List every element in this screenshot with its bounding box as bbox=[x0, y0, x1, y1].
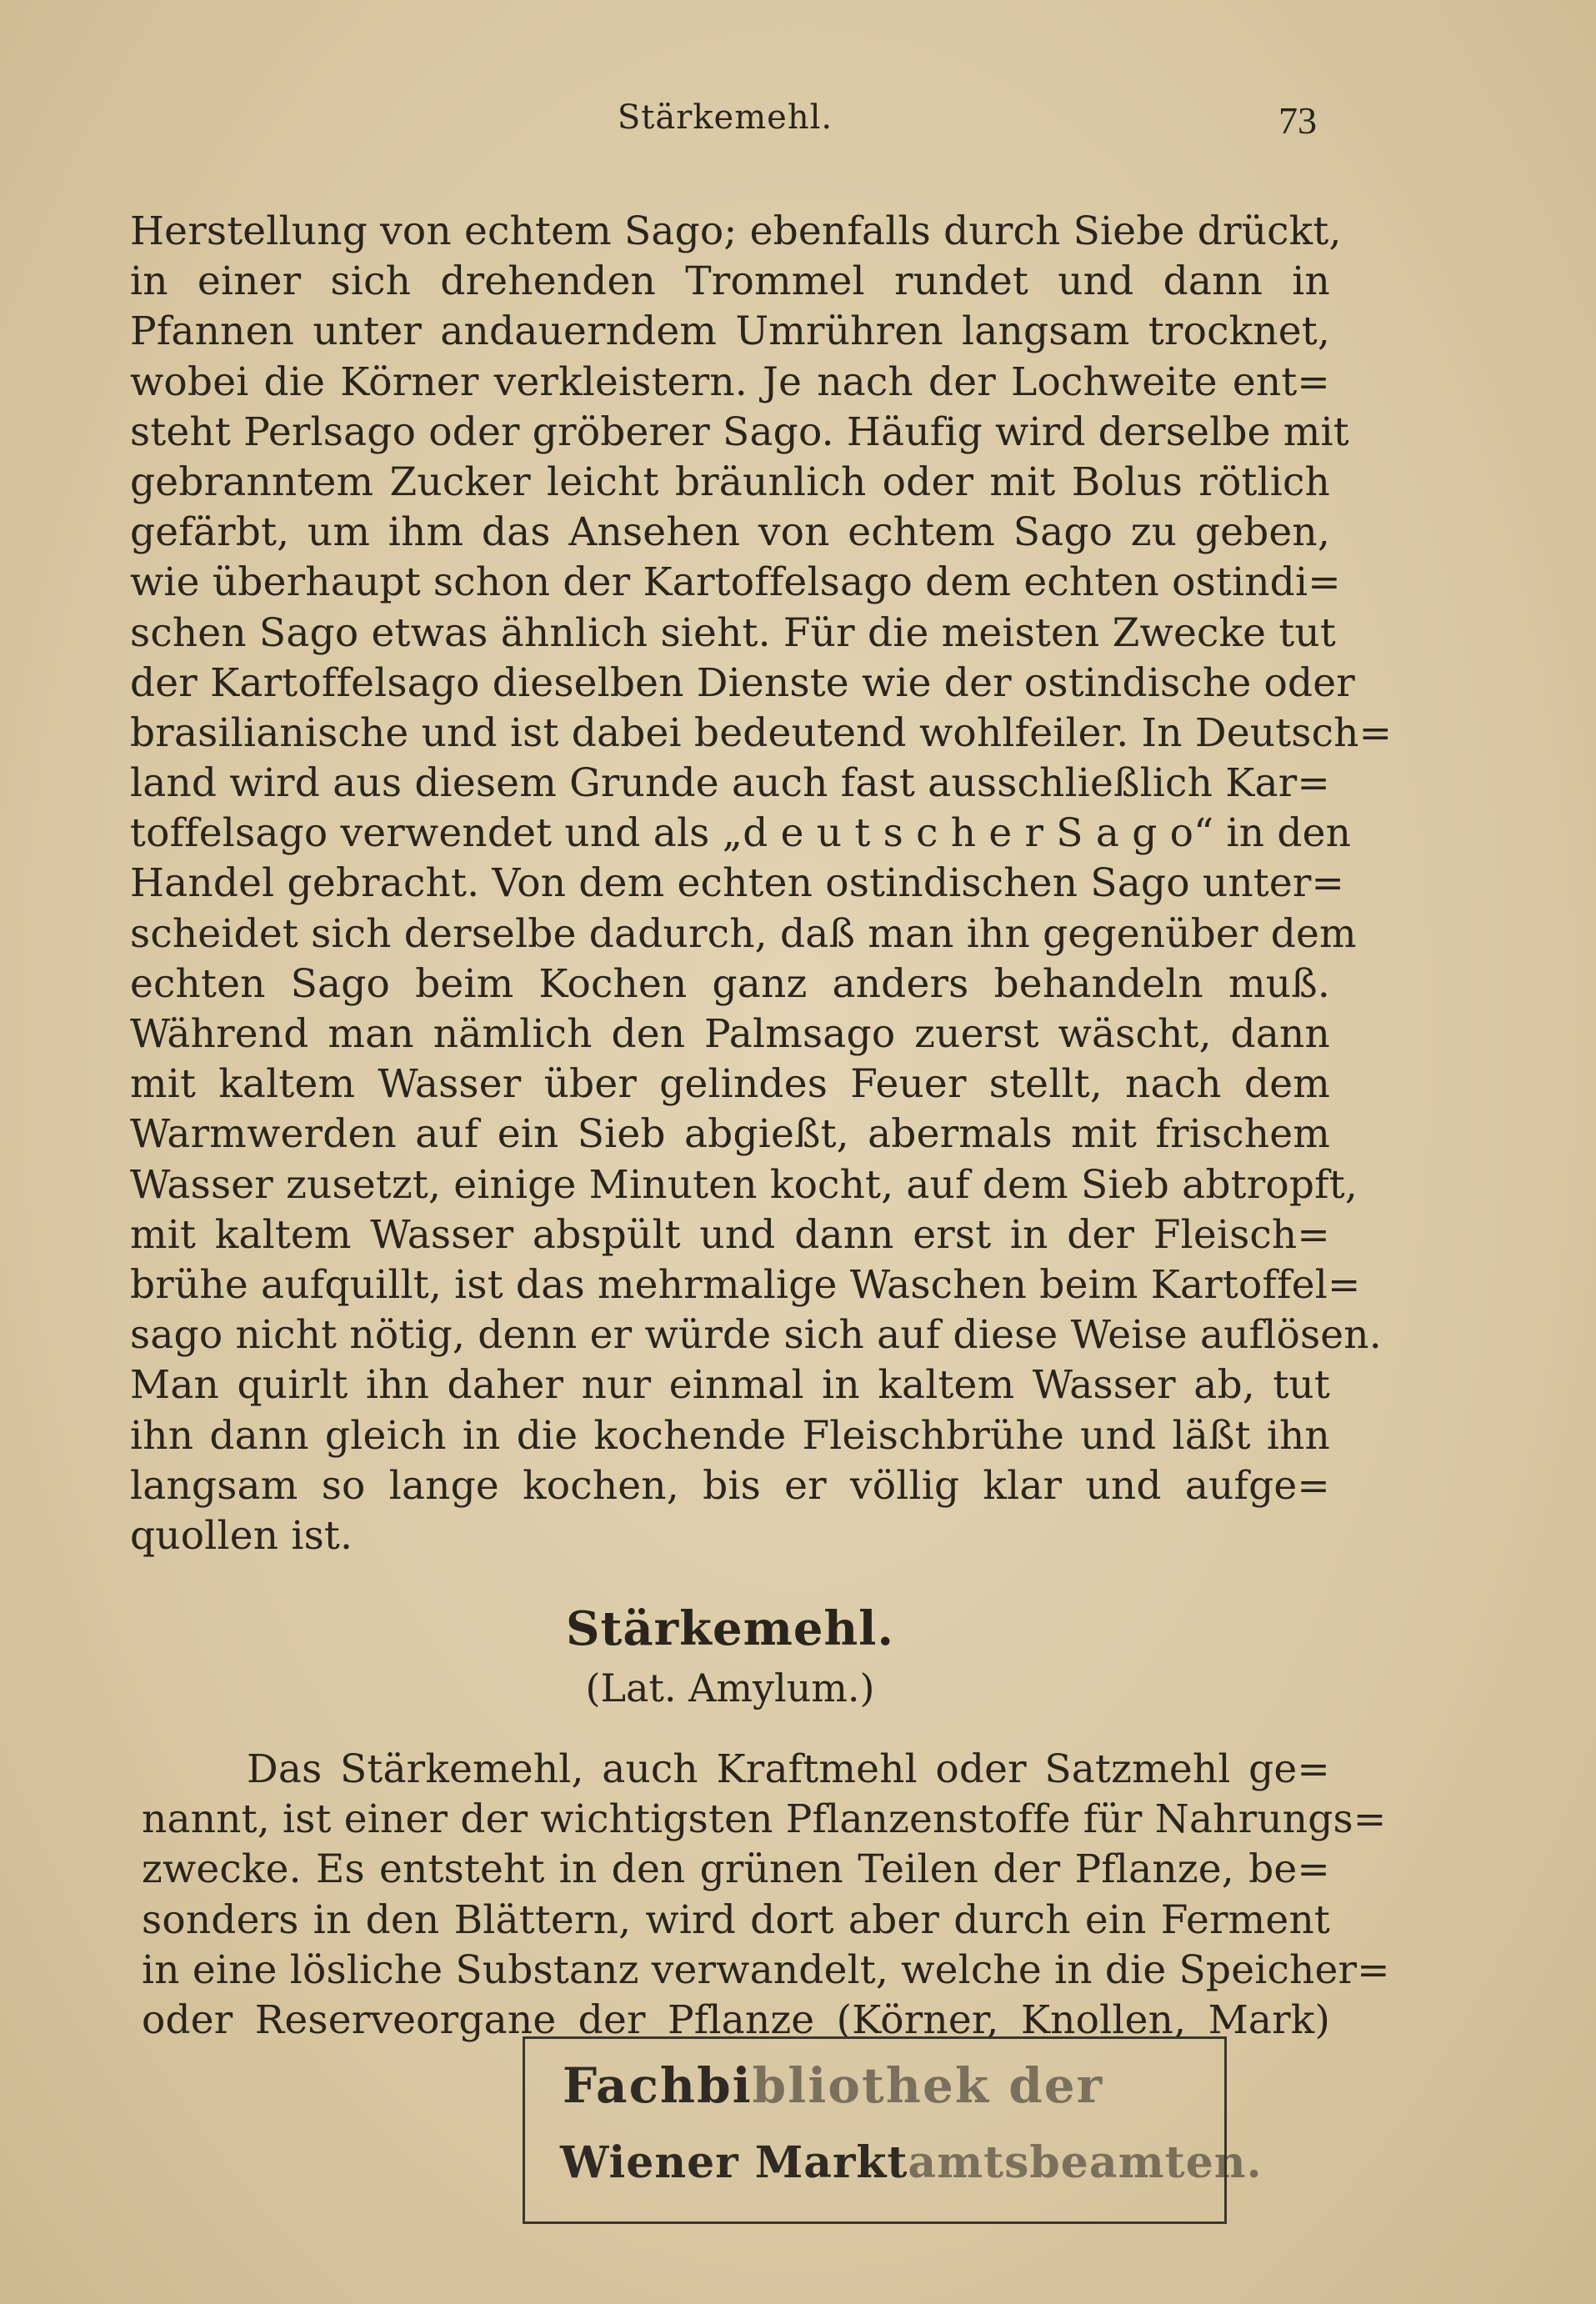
text-line: mit kaltem Wasser über gelindes Feuer stellt, nach dem bbox=[130, 1061, 1330, 1108]
stamp-line-2-strong: Wiener Markt bbox=[560, 2137, 908, 2188]
section-heading-block bbox=[130, 1599, 1330, 1715]
text-line: Warmwerden auf ein Sieb abgießt, abermals mit frischem bbox=[130, 1111, 1330, 1158]
text-line: Wasser zusetzt, einige Minuten kocht, auf dem Sieb abtropft, bbox=[130, 1161, 1358, 1208]
text-line: gefärbt, um ihm das Ansehen von echtem Sago zu geben, bbox=[130, 509, 1330, 556]
text-line: ihn dann gleich in die kochende Fleischbrühe und läßt ihn bbox=[130, 1412, 1330, 1459]
text-line: land wird aus diesem Grunde auch fast ausschließlich Kar= bbox=[130, 760, 1330, 807]
stamp-line-1 bbox=[563, 2057, 1103, 2114]
text-line: in einer sich drehenden Trommel rundet und dann in bbox=[130, 258, 1330, 305]
text-line: Während man nämlich den Palmsago zuerst wäscht, dann bbox=[130, 1011, 1330, 1057]
stamp-line-2-faded: amtsbeamten. bbox=[908, 2137, 1263, 2188]
running-title: Stärkemehl. bbox=[617, 98, 833, 137]
text-line: scheidet sich derselbe dadurch, daß man ihn gegenüber dem bbox=[130, 910, 1357, 957]
text-line: echten Sago beim Kochen ganz anders behandeln muß. bbox=[130, 960, 1330, 1007]
text-line: brühe aufquillt, ist das mehrmalige Waschen beim Kartoffel= bbox=[130, 1261, 1361, 1308]
text-line: zwecke. Es entsteht in den grünen Teilen der Pflanze, be= bbox=[142, 1846, 1330, 1893]
text-line: in eine lösliche Substanz verwandelt, welche in die Speicher= bbox=[142, 1946, 1390, 1993]
text-line: gebranntem Zucker leicht bräunlich oder mit Bolus rötlich bbox=[130, 458, 1330, 505]
text-line: toffelsago verwendet und als „d e u t s c h e r S a g o“ in den bbox=[130, 810, 1352, 857]
page-number: 73 bbox=[1278, 99, 1317, 142]
text-line: Herstellung von echtem Sago; ebenfalls durch Siebe drückt, bbox=[130, 208, 1342, 254]
stamp-line-1-strong: Fachbi bbox=[563, 2057, 753, 2114]
text-line: sago nicht nötig, denn er würde sich auf diese Weise auflösen. bbox=[130, 1312, 1382, 1359]
text-line: nannt, ist einer der wichtigsten Pflanzenstoffe für Nahrungs= bbox=[142, 1796, 1387, 1843]
text-line: steht Perlsago oder gröberer Sago. Häufig wird derselbe mit bbox=[130, 408, 1349, 455]
text-line: schen Sago etwas ähnlich sieht. Für die meisten Zwecke tut bbox=[130, 609, 1336, 656]
text-line: brasilianische und ist dabei bedeutend wohlfeiler. In Deutsch= bbox=[130, 709, 1393, 756]
text-line: langsam so lange kochen, bis er völlig klar und aufge= bbox=[130, 1462, 1330, 1509]
text-line: wobei die Körner verkleistern. Je nach der Lochweite ent= bbox=[130, 358, 1330, 405]
text-line: Pfannen unter andauerndem Umrühren langsam trocknet, bbox=[130, 308, 1330, 355]
text-line: der Kartoffelsago dieselben Dienste wie der ostindische oder bbox=[130, 659, 1355, 706]
text-line: oder Reserveorgane der Pflanze (Körner, Knollen, Mark) bbox=[142, 1996, 1330, 2043]
text-line: wie überhaupt schon der Kartoffelsago dem echten ostindi= bbox=[130, 559, 1341, 606]
library-stamp bbox=[523, 2036, 1263, 2224]
text-line: sonders in den Blättern, wird dort aber durch ein Ferment bbox=[142, 1896, 1330, 1943]
text-line: Handel gebracht. Von dem echten ostindischen Sago unter= bbox=[130, 860, 1345, 907]
paragraph-sago bbox=[130, 207, 1393, 1561]
text-line: Das Stärkemehl, auch Kraftmehl oder Satzmehl ge= bbox=[247, 1746, 1330, 1792]
text-line: quollen ist. bbox=[130, 1512, 353, 1559]
text-line: mit kaltem Wasser abspült und dann erst in der Fleisch= bbox=[130, 1211, 1330, 1258]
section-heading: Stärkemehl. bbox=[566, 1601, 894, 1656]
paragraph-staerkemehl bbox=[142, 1745, 1390, 2046]
stamp-line-1-faded: bliothek der bbox=[752, 2057, 1104, 2114]
running-head bbox=[133, 98, 1317, 148]
stamp-line-2 bbox=[560, 2137, 1263, 2188]
section-subheading: (Lat. Amylum.) bbox=[585, 1665, 875, 1710]
text-line: Man quirlt ihn daher nur einmal in kaltem Wasser ab, tut bbox=[130, 1362, 1330, 1409]
